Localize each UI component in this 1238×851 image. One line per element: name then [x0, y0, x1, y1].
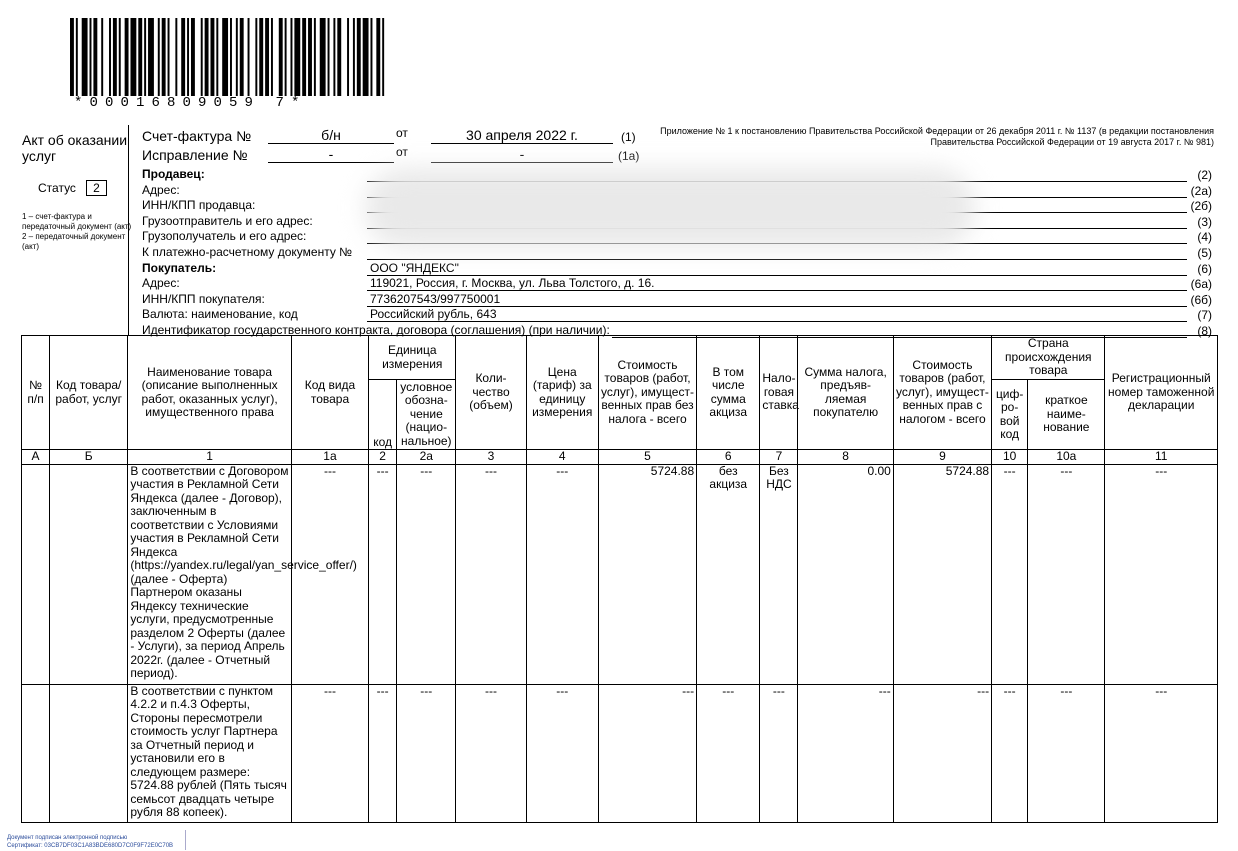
requisite-label: К платежно-расчетному документу №: [142, 245, 353, 259]
index-cell: 9: [893, 450, 991, 465]
th-unit-name: условное обозна-чение (нацио-нальное): [397, 380, 456, 450]
table-cell: ---: [798, 684, 893, 822]
barcode-bar: [347, 18, 349, 96]
th-country: Страна происхождения товара: [992, 336, 1105, 380]
requisite-value: 119021, Россия, г. Москва, ул. Льва Толстого, д. 16.: [370, 276, 655, 291]
th-kind: Код вида товара: [291, 336, 368, 450]
barcode-bar: [363, 18, 369, 96]
th-name: Наименование товара (описание выполненных работ, оказанных услуг), имущественного права: [128, 336, 292, 450]
th-tax: Сумма налога, предъяв-ляемая покупателю: [798, 336, 893, 450]
requisite-value: Российский рубль, 643: [370, 307, 497, 322]
table-cell: ---: [760, 684, 798, 822]
status-legend: [22, 212, 132, 252]
barcode-bar: [144, 18, 146, 96]
barcode-bar: [271, 18, 273, 96]
index-cell: 7: [760, 450, 798, 465]
barcode-bar: [130, 18, 136, 96]
index-cell: 8: [798, 450, 893, 465]
table-cell: ---: [456, 684, 526, 822]
th-qty: Коли-чество (объем): [456, 336, 526, 450]
table-cell: [50, 684, 128, 822]
requisite-label: Грузополучатель и его адрес:: [142, 229, 307, 244]
requisite-label: ИНН/КПП покупателя:: [142, 291, 265, 306]
barcode-bar: [230, 18, 232, 96]
status: [38, 180, 107, 196]
requisite-line: [367, 259, 1187, 260]
barcode-bar: [353, 18, 355, 96]
table-cell: [50, 464, 128, 684]
requisite-label: Покупатель:: [142, 260, 217, 275]
barcode-bar: [191, 18, 195, 96]
requisite-code: (6а): [1190, 277, 1212, 292]
table-cell: ---: [526, 464, 598, 684]
requisite-label: Продавец:: [142, 167, 205, 181]
correction-label: Исправление №: [142, 147, 248, 163]
barcode-bar: [259, 18, 263, 96]
table-cell: В соответствии с Договором участия в Рекламной Сети Яндекса (далее - Договор), заключенным в соответствии с Условиями участия в Рекламной Сети Яндекса (https://yandex.ru/legal/yan_service_offer/) (далее - Оферта) Партнером оказаны Яндексу технические услуги, предусмотренные разделом 2 Оферты (далее - Услуги), за период Апрель 2022г. (далее - Отчетный период).: [128, 464, 292, 684]
barcode-bar: [162, 18, 166, 96]
barcode-bar: [308, 18, 312, 96]
index-cell: 6: [697, 450, 760, 465]
table-cell: ---: [456, 464, 526, 684]
index-cell: 10: [992, 450, 1028, 465]
barcode-bar: [357, 18, 361, 96]
table-cell: ---: [992, 464, 1028, 684]
barcode-bar: [222, 18, 228, 96]
requisite-label: Валюта: наименование, код: [142, 307, 298, 322]
barcode-bar: [205, 18, 209, 96]
index-row: [22, 450, 1218, 465]
index-cell: 10а: [1028, 450, 1105, 465]
barcode-bar: [265, 18, 269, 96]
index-cell: Б: [50, 450, 128, 465]
table-row: [22, 684, 1218, 822]
invoice-table: [21, 335, 1218, 823]
barcode-number: *00016809059 7*: [74, 95, 307, 111]
table-cell: 5724.88: [893, 464, 991, 684]
barcode-bar: [216, 18, 218, 96]
table-cell: ---: [893, 684, 991, 822]
barcode-bar: [248, 18, 250, 96]
requisite-code: (8): [1197, 324, 1212, 338]
barcode-bar: [148, 18, 154, 96]
invoice-date: 30 апреля 2022 г.: [431, 127, 613, 144]
legend-2: 2 – передаточный документ (акт): [22, 232, 126, 251]
barcode-bar: [101, 18, 103, 96]
barcode-bar: [236, 18, 238, 96]
correction-code: (1а): [618, 149, 640, 163]
barcode-bar: [158, 18, 160, 96]
status-label: Статус: [38, 181, 76, 195]
table-cell: 0.00: [798, 464, 893, 684]
table-cell: без акциза: [697, 464, 760, 684]
barcode-bar: [376, 18, 380, 96]
table-cell: ---: [992, 684, 1028, 822]
th-country-name: краткое наиме-нование: [1028, 380, 1105, 450]
table-cell: ---: [526, 684, 598, 822]
index-cell: 11: [1105, 450, 1218, 465]
th-customs: Регистрационный номер таможенной декларации: [1105, 336, 1218, 450]
table-cell: ---: [1105, 464, 1218, 684]
barcode-bar: [337, 18, 341, 96]
table-cell: ---: [291, 684, 368, 822]
barcode-bar: [370, 18, 372, 96]
signature-line-1: Документ подписан электронной подписью: [7, 835, 128, 841]
invoice-label: Счет-фактура №: [142, 128, 252, 144]
index-cell: 1а: [291, 450, 368, 465]
table-cell: [22, 684, 50, 822]
requisite-value: ООО "ЯНДЕКС": [370, 260, 459, 275]
legend-1: 1 – счет-фактура и передаточный документ (акт): [22, 212, 132, 231]
barcode: [70, 18, 390, 96]
requisite-label: Грузоотправитель и его адрес:: [142, 213, 313, 228]
table-cell: ---: [291, 464, 368, 684]
index-cell: 5: [598, 450, 696, 465]
index-cell: 2а: [397, 450, 456, 465]
barcode-bar: [290, 18, 292, 96]
barcode-bar: [294, 18, 300, 96]
table-cell: В соответствии с пунктом 4.2.2 и п.4.3 Оферты, Стороны пересмотрели стоимость услуг Партнера за Отчетный период и установили его в следующем размере: 5724.88 рублей (Пять тысяч семьсот двадцать четыре рубля 88 копеек).: [128, 684, 292, 822]
requisite-code: (5): [1197, 246, 1212, 260]
barcode-bar: [302, 18, 306, 96]
barcode-bar: [285, 18, 287, 96]
table-cell: ---: [397, 684, 456, 822]
barcode-bar: [255, 18, 257, 96]
barcode-bar: [76, 18, 78, 96]
table-cell: ---: [598, 684, 696, 822]
requisite-code: (7): [1197, 308, 1212, 323]
barcode-bar: [70, 18, 74, 96]
barcode-bar: [240, 18, 244, 96]
barcode-bar: [113, 18, 117, 96]
barcode-bar: [314, 18, 316, 96]
table-cell: ---: [697, 684, 760, 822]
correction-number: -: [268, 146, 394, 163]
requisite-code: (2б): [1190, 199, 1212, 214]
table-cell: ---: [369, 464, 397, 684]
requisite-code: (2): [1197, 168, 1212, 182]
table-cell: ---: [1028, 684, 1105, 822]
requisite-code: (4): [1197, 230, 1212, 245]
th-cost: Стоимость товаров (работ, услуг), имущест-венных прав без налога - всего: [598, 336, 696, 450]
barcode-bar: [109, 18, 111, 96]
barcode-bar: [93, 18, 97, 96]
index-cell: А: [22, 450, 50, 465]
table-cell: [22, 464, 50, 684]
requisite-value: 7736207543/997750001: [370, 291, 501, 306]
table-cell: ---: [1028, 464, 1105, 684]
barcode-bar: [187, 18, 189, 96]
requisite-label: Адрес:: [142, 276, 180, 291]
barcode-bar: [119, 18, 121, 96]
table-row: [22, 464, 1218, 684]
correction-date: -: [431, 146, 613, 163]
index-cell: 3: [456, 450, 526, 465]
requisite-code: (6): [1197, 261, 1212, 276]
th-unit: Единица измерения: [369, 336, 456, 380]
index-cell: 1: [128, 450, 292, 465]
barcode-bar: [181, 18, 185, 96]
barcode-bar: [320, 18, 326, 96]
signature-footer: [7, 834, 173, 850]
barcode-bar: [82, 18, 88, 96]
requisite-code: (6б): [1190, 292, 1212, 307]
barcode-bar: [90, 18, 92, 96]
barcode-bar: [279, 18, 283, 96]
barcode-bar: [125, 18, 129, 96]
requisite-label: Адрес:: [142, 182, 180, 197]
requisite-code: (2а): [1190, 183, 1212, 198]
requisite-code: (3): [1197, 214, 1212, 229]
barcode-bar: [168, 18, 170, 96]
th-unit-code: код: [369, 380, 397, 450]
table-cell: ---: [369, 684, 397, 822]
th-code: Код товара/ работ, услуг: [50, 336, 128, 450]
th-country-code: циф-ро-вой код: [992, 380, 1028, 450]
table-cell: Без НДС: [760, 464, 798, 684]
barcode-bar: [201, 18, 203, 96]
th-rate: Нало-говая ставка: [760, 336, 798, 450]
barcode-bar: [333, 18, 335, 96]
document-type-title: Акт об оказании услуг: [22, 132, 128, 164]
signature-line-2: Сертификат: 03CB7DF03C1A83BDE680D7C0F9F72E0C70B: [7, 843, 174, 849]
invoice-number: б/н: [268, 127, 394, 144]
invoice-code: (1): [621, 130, 636, 144]
th-price: Цена (тариф) за единицу измерения: [526, 336, 598, 450]
correction-from: от: [396, 145, 408, 159]
appendix-note: Приложение № 1 к постановлению Правительства Российской Федерации от 26 декабря 2011 г. № 1137 (в редакции постановления Правительства Российской Федерации от 19 августа 2017 г. № 981): [660, 126, 1214, 147]
table-cell: 5724.88: [598, 464, 696, 684]
th-excise: В том числе сумма акциза: [697, 336, 760, 450]
redacted-area: [365, 168, 975, 248]
invoice-from: от: [396, 126, 408, 140]
table-cell: ---: [397, 464, 456, 684]
th-num: № п/п: [22, 336, 50, 450]
index-cell: 4: [526, 450, 598, 465]
requisite-label: Идентификатор государственного контракта, договора (соглашения) (при наличии):: [142, 323, 610, 337]
barcode-bar: [328, 18, 330, 96]
barcode-bar: [382, 18, 384, 96]
barcode-bar: [175, 18, 177, 96]
index-cell: 2: [369, 450, 397, 465]
requisite-label: ИНН/КПП продавца:: [142, 198, 256, 213]
th-total: Стоимость товаров (работ, услуг), имущест-венных прав с налогом - всего: [893, 336, 991, 450]
barcode-bar: [210, 18, 214, 96]
footer-divider: [185, 830, 186, 850]
table-cell: ---: [1105, 684, 1218, 822]
status-value: 2: [86, 180, 107, 196]
barcode-bar: [138, 18, 142, 96]
